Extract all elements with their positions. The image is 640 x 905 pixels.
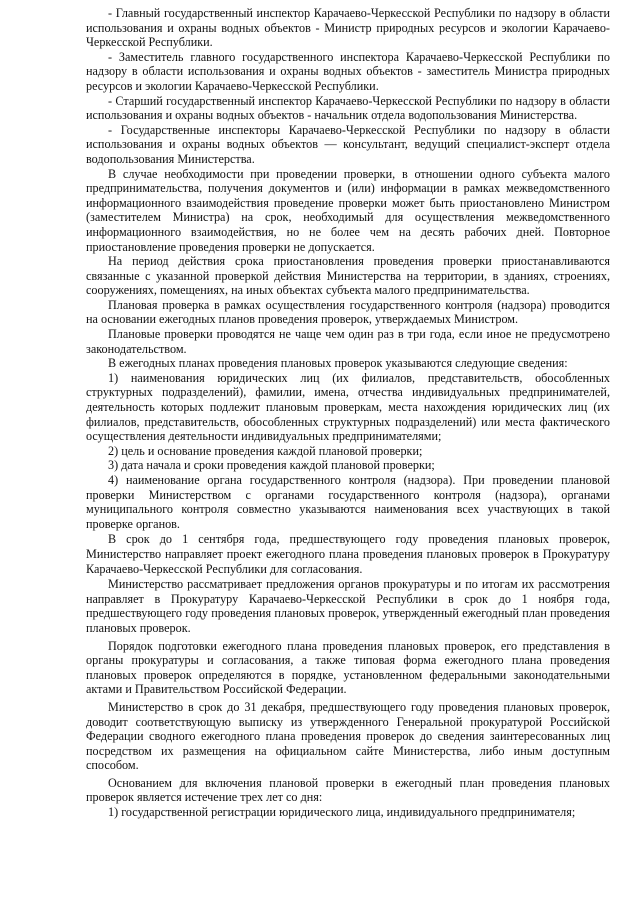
paragraph-prosecutor-review: Министерство рассматривает предложения органов прокуратуры и по итогам их рассмотрения направляет в Прокуратуру Карачаево-Черкесской Республики в срок до 1 ноября года, предшествующего году проведения плановых проверок, утвержденный ежегодный план проведения плановых проверок. <box>86 577 610 635</box>
paragraph-plan-publication: Министерство в срок до 31 декабря, предшествующего году проведения плановых проверок, доводит соответствующую выписку из утвержденного Генеральной прокуратурой Российской Федерации сводного ежегодного плана проведения проверок до сведения заинтересованных лиц посредством их размещения на официальном сайте Министерства, либо иным доступным способом. <box>86 699 610 773</box>
paragraph-plan-procedure: Порядок подготовки ежегодного плана проведения плановых проверок, его представления в органы прокуратуры и согласования, а также типовая форма ежегодного плана проведения плановых проверок определяются в порядке, установленном федеральными законодательными актами и Правительством Российской Федерации. <box>86 638 610 697</box>
list-item-inclusion-grounds-1: 1) государственной регистрации юридического лица, индивидуального предпринимателя; <box>108 805 576 820</box>
list-item-plan-contents-1: 1) наименования юридических лиц (их филиалов, представительств, обособленных структурных подразделений), фамилии, имена, отчества индивидуальных предпринимателей, деятельность которых подлежит плановым проверкам, места нахождения юридических лиц (их филиалов, представительств, обособленных структурных подразделений) или места фактического осуществления деятельности индивидуальных предпринимателями; <box>86 370 610 444</box>
paragraph-state-inspectors: - Государственные инспекторы Карачаево-Черкесской Республики по надзору в области использования и охраны водных объектов — консультант, ведущий специалист-эксперт отдела водопользования Министерства. <box>86 122 610 166</box>
paragraph-inclusion-grounds: Основанием для включения плановой проверки в ежегодный план проведения плановых проверок является истечение трех лет со дня: <box>86 775 610 805</box>
paragraph-suspension-period: На период действия срока приостановления проведения проверки приостанавливаются связанные с указанной проверкой действия Министерства на территории, в зданиях, строениях, сооружениях, помещениях, на иных объектах субъекта малого предпринимательства. <box>86 254 610 298</box>
paragraph-inspection-frequency: Плановые проверки проводятся не чаще чем один раз в три года, если иное не предусмотрено законодательством. <box>86 327 610 356</box>
paragraph-planned-inspection-basis: Плановая проверка в рамках осуществления государственного контроля (надзора) проводится на основании ежегодных планов проведения проверок, утверждаемых Министром. <box>86 297 610 327</box>
paragraph-draft-plan-deadline: В срок до 1 сентября года, предшествующего году проведения плановых проверок, Министерство направляет проект ежегодного плана проведения плановых проверок в Прокуратуру Карачаево-Черкесской Республики для согласования. <box>86 532 610 576</box>
paragraph-senior-inspector: - Старший государственный инспектор Карачаево-Черкесской Республики по надзору в области использования и охраны водных объектов - начальник отдела водопользования Министерства. <box>86 93 610 123</box>
paragraph-chief-inspector: - Главный государственный инспектор Карачаево-Черкесской Республики по надзору в области использования и охраны водных объектов - Министр природных ресурсов и экологии Карачаево-Черкесской Республики. <box>86 6 610 50</box>
list-item-plan-contents-4: 4) наименование органа государственного контроля (надзора). При проведении плановой проверки Министерством с органами государственного контроля (надзора), органами муниципального контроля совместно указываются наименования всех участвующих в такой проверке органов. <box>86 473 610 531</box>
paragraph-deputy-chief-inspector: - Заместитель главного государственного инспектора Карачаево-Черкесской Республики по надзору в области использования и охраны водных объектов - заместитель Министра природных ресурсов и экологии Карачаево-Черкесской Республики. <box>86 49 610 93</box>
paragraph-plan-contents-intro: В ежегодных планах проведения плановых проверок указываются следующие сведения: <box>108 356 568 371</box>
paragraph-suspension: В случае необходимости при проведении проверки, в отношении одного субъекта малого предпринимательства, получения документов и (или) информации в рамках межведомственного информационного взаимодействия проведение проверки может быть приостановлено Министром (заместителем Министра) на срок, необходимый для осуществления межведомственного информационного взаимодействия, но не более чем на десять рабочих дней. Повторное приостановление проведения проверки не допускается. <box>86 166 610 254</box>
list-item-plan-contents-2: 2) цель и основание проведения каждой плановой проверки; <box>108 443 423 458</box>
list-item-plan-contents-3: 3) дата начала и сроки проведения каждой плановой проверки; <box>108 458 435 473</box>
